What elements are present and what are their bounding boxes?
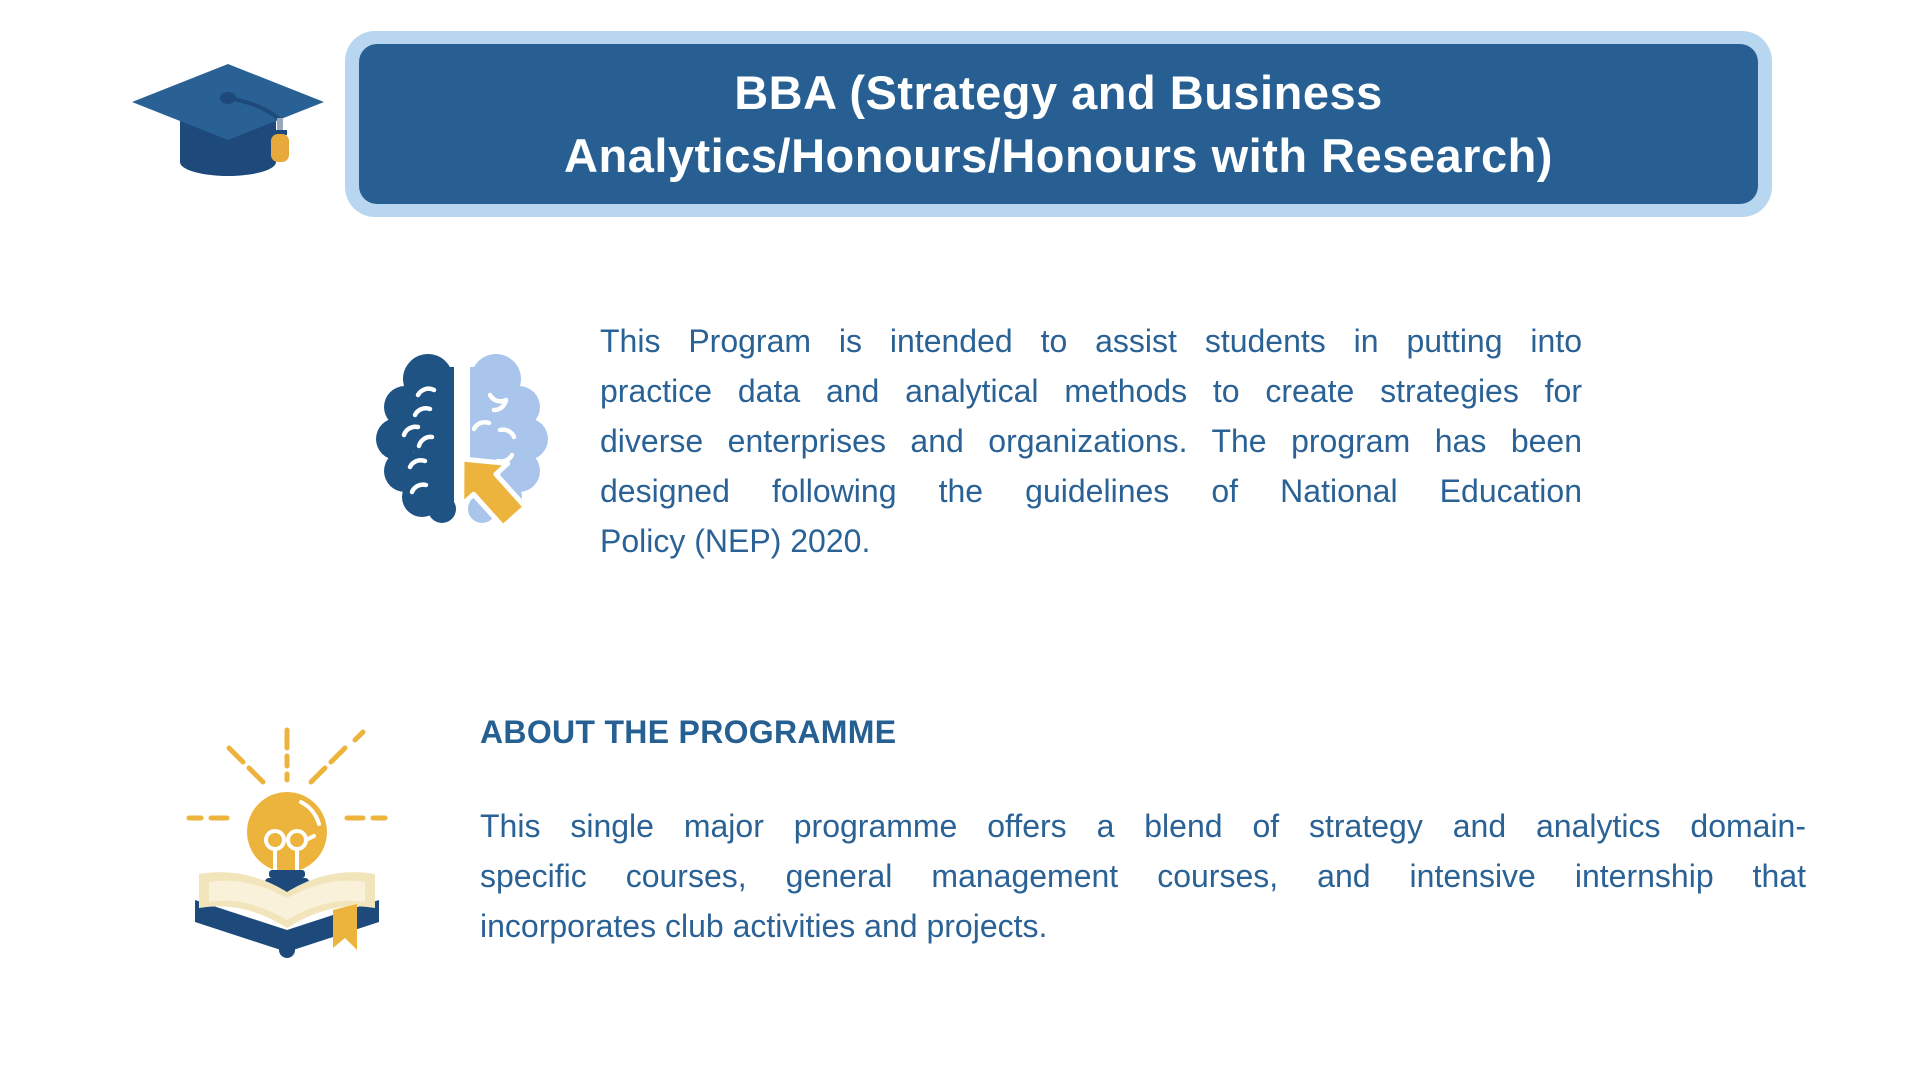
- title-banner: [345, 31, 1772, 217]
- intro-line: designed following the guidelines of National Education: [600, 473, 1582, 509]
- page-title-line-2: Analytics/Honours/Honours with Research): [564, 129, 1553, 182]
- intro-line: This Program is intended to assist students in putting into: [600, 323, 1582, 359]
- intro-line: diverse enterprises and organizations. The program has been: [600, 423, 1582, 459]
- about-line: This single major programme offers a blend of strategy and analytics domain-: [480, 808, 1806, 844]
- brain-analytics-icon: [374, 333, 550, 549]
- intro-line: practice data and analytical methods to create strategies for: [600, 373, 1582, 409]
- intro-paragraph: [600, 316, 1582, 566]
- about-programme-heading: ABOUT THE PROGRAMME: [480, 714, 897, 750]
- intro-line: Policy (NEP) 2020.: [600, 523, 871, 559]
- about-paragraph: [480, 801, 1806, 951]
- about-line: specific courses, general management courses, and intensive internship that: [480, 858, 1806, 894]
- graduation-cap-icon: [123, 60, 333, 194]
- lightbulb-book-icon: [183, 724, 393, 960]
- page-title-line-1: BBA (Strategy and Business: [734, 66, 1383, 119]
- title-banner-inner: [359, 44, 1758, 204]
- about-line: incorporates club activities and projects.: [480, 908, 1048, 944]
